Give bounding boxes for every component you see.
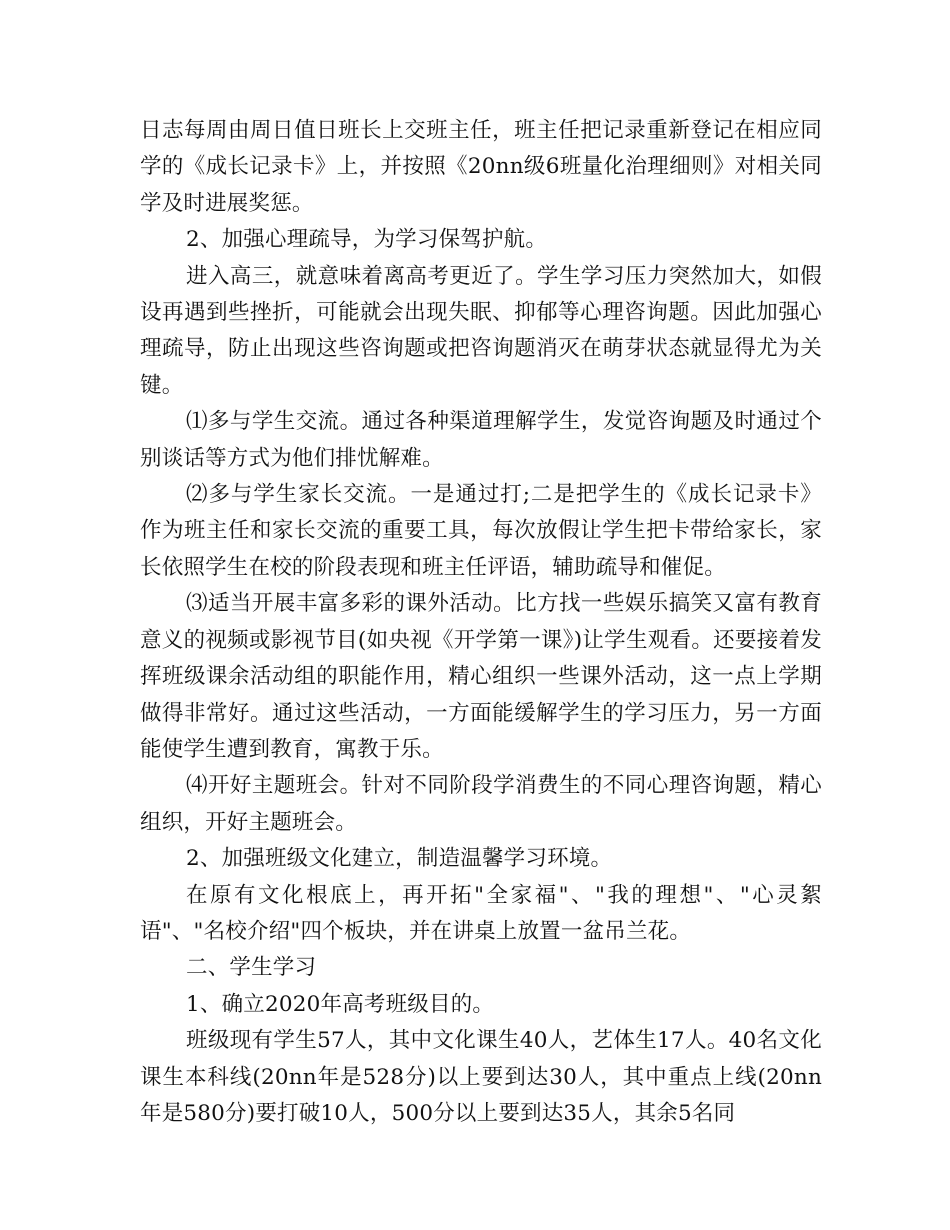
paragraph-culture-boards: 在原有文化根底上，再开拓"全家福"、"我的理想"、"心灵絮语"、"名校介绍"四个板块，并在讲桌上放置一盆吊兰花。 xyxy=(140,882,822,944)
paragraph-extracurricular-activities: ⑶适当开展丰富多彩的课外活动。比方找一些娱乐搞笑又富有教育意义的视频或影视节目(如央视《开学第一课》)让学生观看。还要接着发挥班级课余活动组的职能作用，精心组织一些课外活动，这一点上学期做得非常好。通过这些活动，一方面能缓解学生的学习压力，另一方面能使学生遭到教育，寓教于乐。 xyxy=(140,591,822,762)
paragraph-parent-communication: ⑵多与学生家长交流。一是通过打;二是把学生的《成长记录卡》作为班主任和家长交流的重要工具，每次放假让学生把卡带给家长，家长依照学生在校的阶段表现和班主任评语，辅助疏导和催促。 xyxy=(140,482,822,580)
paragraph-log-submission: 日志每周由周日值日班长上交班主任，班主任把记录重新登记在相应同学的《成长记录卡》上，并按照《20nn级6班量化治理细则》对相关同学及时进展奖惩。 xyxy=(140,118,822,216)
heading-class-culture: 2、加强班级文化建立，制造温馨学习环境。 xyxy=(186,846,613,872)
paragraph-class-meeting: ⑷开好主题班会。针对不同阶段学消费生的不同心理咨询题，精心组织，开好主题班会。 xyxy=(140,773,822,835)
heading-class-goal: 1、确立2020年高考班级目的。 xyxy=(186,991,495,1017)
heading-student-learning: 二、学生学习 xyxy=(186,955,317,981)
heading-psychological-guidance: 2、加强心理疏导，为学习保驾护航。 xyxy=(186,227,548,253)
paragraph-student-communication: ⑴多与学生交流。通过各种渠道理解学生，发觉咨询题及时通过个别谈话等方式为他们排忧解难。 xyxy=(140,409,822,471)
paragraph-senior-pressure: 进入高三，就意味着离高考更近了。学生学习压力突然加大，如假设再遇到些挫折，可能就会出现失眠、抑郁等心理咨询题。因此加强心理疏导，防止出现这些咨询题或把咨询题消灭在萌芽状态就显得尤为关键。 xyxy=(140,263,822,398)
paragraph-student-numbers: 班级现有学生57人，其中文化课生40人，艺体生17人。40名文化课生本科线(20nn年是528分)以上要到达30人，其中重点上线(20nn年是580分)要打破10人，500分以上要到达35人，其余5名同 xyxy=(140,1028,822,1126)
document-body xyxy=(140,113,822,1132)
